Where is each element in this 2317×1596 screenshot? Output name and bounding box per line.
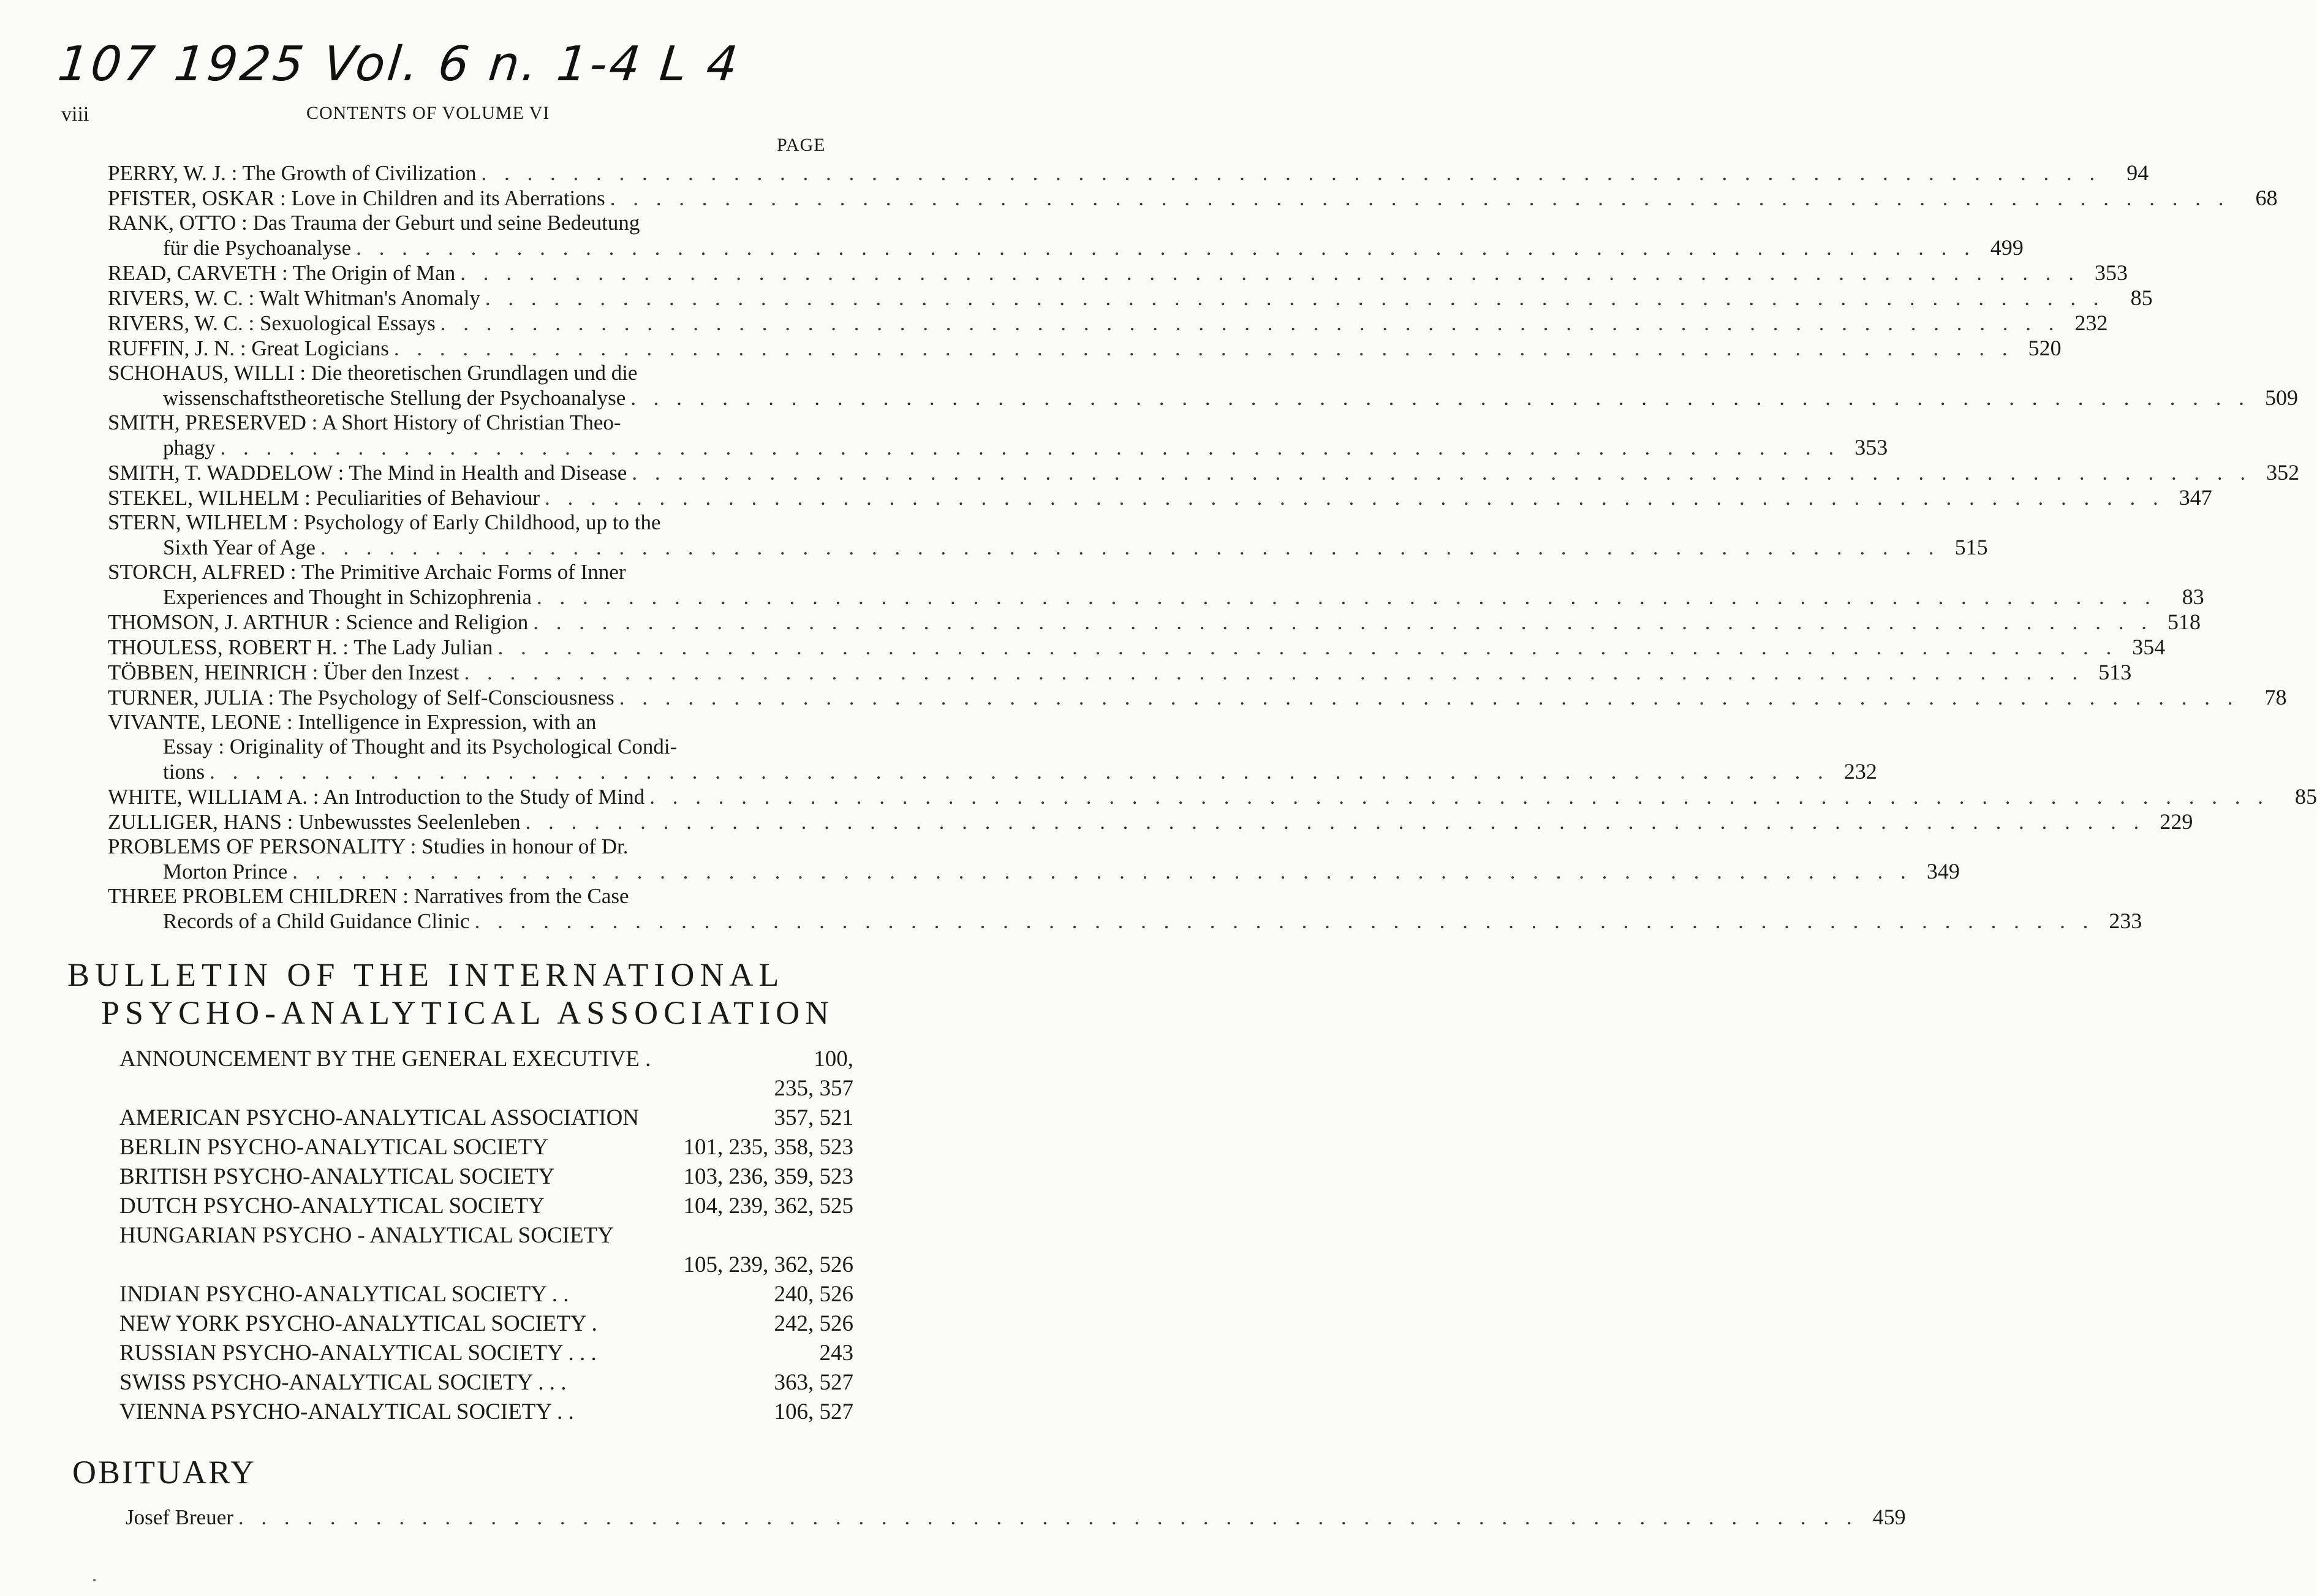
- dot-leader: [644, 785, 2274, 809]
- bulletin-line: [119, 1339, 853, 1368]
- review-text: RIVERS, W. C. : Walt Whitman's Anomaly: [108, 286, 480, 310]
- review-line: [108, 186, 2278, 211]
- review-line: [108, 685, 2287, 710]
- obituary-name: Josef Breuer: [126, 1505, 233, 1529]
- page-numbers: 106, 527: [774, 1399, 853, 1424]
- page-number: 499: [1990, 235, 2024, 260]
- page-number: 515: [1954, 535, 1988, 559]
- page-number: 68: [2255, 186, 2278, 210]
- dot-leader: [605, 186, 2235, 211]
- review-entry: [108, 460, 2300, 485]
- dot-leader: [627, 461, 2256, 485]
- obituary-entry: [126, 1504, 1906, 1530]
- bulletin-society: SWISS PSYCHO-ANALYTICAL SOCIETY . . .: [119, 1370, 567, 1395]
- page-numbers: 242, 526: [774, 1311, 853, 1336]
- review-text: PROBLEMS OF PERSONALITY : Studies in honour of Dr.: [108, 834, 629, 858]
- review-line: [108, 560, 852, 584]
- review-entry: [108, 286, 2153, 311]
- dot-leader: [532, 585, 2161, 610]
- review-text: ZULLIGER, HANS : Unbewusstes Seelenleben: [108, 810, 521, 834]
- dot-leader: [614, 686, 2244, 710]
- dot-leader: [493, 635, 2123, 660]
- review-line: [108, 759, 1877, 784]
- page-number: 518: [2167, 610, 2201, 634]
- dot-leader: [351, 236, 1981, 260]
- bulletin-society: NEW YORK PSYCHO-ANALYTICAL SOCIETY .: [119, 1311, 597, 1336]
- bulletin-title-line2: PSYCHO-ANALYTICAL ASSOCIATION: [101, 994, 835, 1031]
- review-line: [108, 161, 2149, 186]
- bulletin-entry: [119, 1133, 853, 1162]
- review-line: [108, 385, 2298, 410]
- review-text: RANK, OTTO : Das Trauma der Geburt und seine Bedeutung: [108, 211, 640, 235]
- review-entry: [108, 610, 2201, 635]
- review-entry: [108, 560, 2204, 610]
- dot-leader: [470, 909, 2100, 934]
- bulletin-list: [119, 1045, 853, 1427]
- page-numbers: 363, 527: [774, 1370, 853, 1395]
- bulletin-line: [119, 1103, 853, 1133]
- review-entry: [108, 485, 2212, 510]
- review-text: THREE PROBLEM CHILDREN : Narratives from the Case: [108, 884, 629, 908]
- page-numbers: 100,: [814, 1046, 853, 1072]
- handwritten-catalog-note: 107 1925 Vol. 6 n. 1-4 L 4: [55, 37, 743, 92]
- dot-leader: [205, 760, 1834, 784]
- page-number: 232: [1843, 759, 1877, 784]
- bulletin-society: BRITISH PSYCHO-ANALYTICAL SOCIETY: [119, 1164, 555, 1189]
- review-text: SMITH, T. WADDELOW : The Mind in Health and Disease: [108, 461, 627, 485]
- page-numbers: 357, 521: [774, 1105, 853, 1130]
- page-number: 513: [2098, 660, 2132, 684]
- review-text: TURNER, JULIA : The Psychology of Self-Consciousness: [108, 686, 614, 709]
- bulletin-line: [119, 1162, 853, 1192]
- bulletin-line: [119, 1397, 853, 1427]
- review-text: STERN, WILHELM : Psychology of Early Childhood, up to the: [108, 510, 661, 534]
- bulletin-society: DUTCH PSYCHO-ANALYTICAL SOCIETY: [119, 1193, 545, 1219]
- bulletin-society: AMERICAN PSYCHO-ANALYTICAL ASSOCIATION: [119, 1105, 640, 1130]
- dot-leader: [521, 810, 2150, 834]
- review-text: STEKEL, WILHELM : Peculiarities of Behaviour: [108, 486, 540, 510]
- bulletin-line: [119, 1368, 853, 1397]
- bulletin-society: INDIAN PSYCHO-ANALYTICAL SOCIETY . .: [119, 1282, 569, 1307]
- review-text: PERRY, W. J. : The Growth of Civilization: [108, 161, 477, 185]
- review-line: [108, 784, 2317, 809]
- review-entry: [108, 834, 1960, 884]
- review-line: [108, 311, 2108, 336]
- review-text: THOMSON, J. ARTHUR : Science and Religion: [108, 610, 529, 634]
- review-entry: [108, 260, 2128, 286]
- bulletin-entry: [119, 1368, 853, 1397]
- review-entry: [108, 510, 1988, 560]
- review-entry: [108, 211, 2024, 260]
- bulletin-society: ANNOUNCEMENT BY THE GENERAL EXECUTIVE .: [119, 1046, 651, 1072]
- page-column-label: PAGE: [777, 135, 826, 155]
- bulletin-line: [119, 1221, 853, 1250]
- page-numbers: 101, 235, 358, 523: [683, 1135, 853, 1160]
- review-line: [108, 909, 2142, 934]
- review-entry: [108, 884, 2142, 934]
- review-text: STORCH, ALFRED : The Primitive Archaic Forms of Inner: [108, 560, 626, 584]
- review-text: RIVERS, W. C. : Sexuological Essays: [108, 311, 436, 335]
- bulletin-line: [119, 1045, 853, 1074]
- dot-leader: [287, 860, 1917, 884]
- review-line: [108, 735, 852, 759]
- review-line: [108, 460, 2300, 485]
- bulletin-society: HUNGARIAN PSYCHO - ANALYTICAL SOCIETY: [119, 1223, 614, 1248]
- review-text: Records of a Child Guidance Clinic: [163, 909, 470, 933]
- page-number: 354: [2132, 635, 2166, 659]
- dot-leader: [477, 161, 2106, 186]
- review-text: für die Psychoanalyse: [163, 236, 352, 260]
- review-entry: [108, 710, 1877, 784]
- review-text: WHITE, WILLIAM A. : An Introduction to the Study of Mind: [108, 785, 645, 809]
- review-line: [108, 535, 1988, 560]
- page-numbers: 103, 236, 359, 523: [683, 1164, 853, 1189]
- review-entry: [108, 410, 1888, 460]
- page-number: 520: [2028, 336, 2062, 360]
- page-number: 85: [2294, 784, 2317, 809]
- review-text: Essay : Originality of Thought and its Psychological Condi-: [163, 735, 678, 758]
- review-entry: [108, 660, 2132, 685]
- review-text: VIVANTE, LEONE : Intelligence in Expression, with an: [108, 710, 597, 734]
- review-text: Sixth Year of Age: [163, 535, 316, 559]
- bulletin-entry: [119, 1397, 853, 1427]
- page-numbers-continued: 105, 239, 362, 526: [683, 1252, 853, 1277]
- review-line: [108, 336, 2062, 361]
- page-numbers: 240, 526: [774, 1282, 853, 1307]
- folio-number: viii: [61, 103, 89, 126]
- page-number: 85: [2130, 286, 2153, 310]
- page-number: 83: [2182, 584, 2204, 609]
- review-line: [108, 660, 2132, 685]
- dot-leader: [389, 336, 2019, 361]
- dot-leader: [316, 535, 1945, 560]
- review-line: [108, 610, 2201, 635]
- obituary-list: [126, 1504, 1906, 1530]
- bulletin-society: RUSSIAN PSYCHO-ANALYTICAL SOCIETY . . .: [119, 1341, 597, 1366]
- review-text: Morton Prince: [163, 860, 288, 883]
- page-numbers: 243: [819, 1341, 853, 1366]
- review-line: [108, 584, 2204, 610]
- review-line: [108, 485, 2212, 510]
- review-entry: [108, 186, 2278, 211]
- review-entry: [108, 809, 2193, 834]
- review-line: [108, 286, 2153, 311]
- page-number: 349: [1926, 859, 1960, 883]
- review-text: RUFFIN, J. N. : Great Logicians: [108, 336, 389, 360]
- bulletin-entry: [119, 1280, 853, 1309]
- page-number: 353: [2094, 260, 2128, 285]
- bulletin-entry: [119, 1221, 853, 1280]
- review-text: Experiences and Thought in Schizophrenia: [163, 585, 532, 609]
- dot-leader: [233, 1505, 1863, 1530]
- review-text: THOULESS, ROBERT H. : The Lady Julian: [108, 635, 493, 659]
- reviews-list: [108, 161, 2317, 934]
- review-text: PFISTER, OSKAR : Love in Children and its Aberrations: [108, 186, 605, 210]
- review-entry: [108, 635, 2166, 660]
- bulletin-entry: [119, 1162, 853, 1192]
- review-line: [108, 510, 852, 535]
- stray-mark: [93, 1579, 96, 1581]
- review-entry: [108, 161, 2149, 186]
- dot-leader: [459, 660, 2089, 685]
- bulletin-line: [119, 1133, 853, 1162]
- page-number: 509: [2264, 385, 2298, 410]
- review-text: tions: [163, 760, 205, 784]
- bulletin-line: [119, 1309, 853, 1339]
- dot-leader: [455, 261, 2085, 286]
- dot-leader: [216, 436, 1845, 460]
- dot-leader: [528, 610, 2158, 635]
- dot-leader: [626, 386, 2255, 410]
- bulletin-entry: [119, 1192, 853, 1221]
- review-line: [108, 635, 2166, 660]
- bulletin-entry: [119, 1103, 853, 1133]
- page-number: 229: [2160, 809, 2193, 834]
- page-numbers-continued: 235, 357: [774, 1076, 853, 1101]
- review-line: [108, 435, 1888, 460]
- page-number: 78: [2264, 685, 2287, 709]
- bulletin-society: VIENNA PSYCHO-ANALYTICAL SOCIETY . .: [119, 1399, 574, 1424]
- bulletin-title-line1: BULLETIN OF THE INTERNATIONAL: [67, 956, 785, 993]
- page-number: 352: [2266, 460, 2300, 485]
- page-number: 94: [2126, 161, 2149, 185]
- dot-leader: [540, 486, 2169, 510]
- review-text: wissenschaftstheoretische Stellung der Psychoanalyse: [163, 386, 626, 410]
- review-line: [108, 859, 1960, 884]
- review-line: [108, 260, 2128, 286]
- review-line: [108, 235, 2024, 260]
- bulletin-society: BERLIN PSYCHO-ANALYTICAL SOCIETY: [119, 1135, 548, 1160]
- review-text: phagy: [163, 436, 216, 460]
- review-line: [108, 361, 852, 385]
- page-number: 347: [2179, 485, 2212, 510]
- review-text: READ, CARVETH : The Origin of Man: [108, 261, 456, 285]
- review-entry: [108, 311, 2108, 336]
- review-line: [108, 710, 852, 735]
- review-line: [108, 884, 852, 909]
- review-line: [108, 834, 852, 859]
- obituary-title: OBITUARY: [72, 1454, 257, 1491]
- review-text: TÖBBEN, HEINRICH : Über den Inzest: [108, 660, 459, 684]
- review-entry: [108, 784, 2317, 809]
- review-text: SCHOHAUS, WILLI : Die theoretischen Grundlagen und die: [108, 361, 638, 385]
- review-entry: [108, 361, 2298, 410]
- page-number: 459: [1872, 1505, 1906, 1529]
- running-head: CONTENTS OF VOLUME VI: [306, 103, 550, 123]
- dot-leader: [436, 311, 2065, 336]
- review-entry: [108, 336, 2062, 361]
- review-text: SMITH, PRESERVED : A Short History of Christian Theo-: [108, 410, 621, 434]
- review-line: [108, 809, 2193, 834]
- bulletin-entry: [119, 1339, 853, 1368]
- page-number: 353: [1854, 435, 1888, 460]
- page-number: 233: [2109, 909, 2142, 933]
- bulletin-line: [119, 1280, 853, 1309]
- review-line: [108, 410, 852, 435]
- page-number: 232: [2074, 311, 2108, 335]
- bulletin-line: [119, 1192, 853, 1221]
- review-line: [108, 211, 852, 235]
- page-numbers: 104, 239, 362, 525: [683, 1193, 853, 1219]
- dot-leader: [480, 286, 2110, 311]
- review-entry: [108, 685, 2287, 710]
- bulletin-entry: [119, 1045, 853, 1103]
- bulletin-entry: [119, 1309, 853, 1339]
